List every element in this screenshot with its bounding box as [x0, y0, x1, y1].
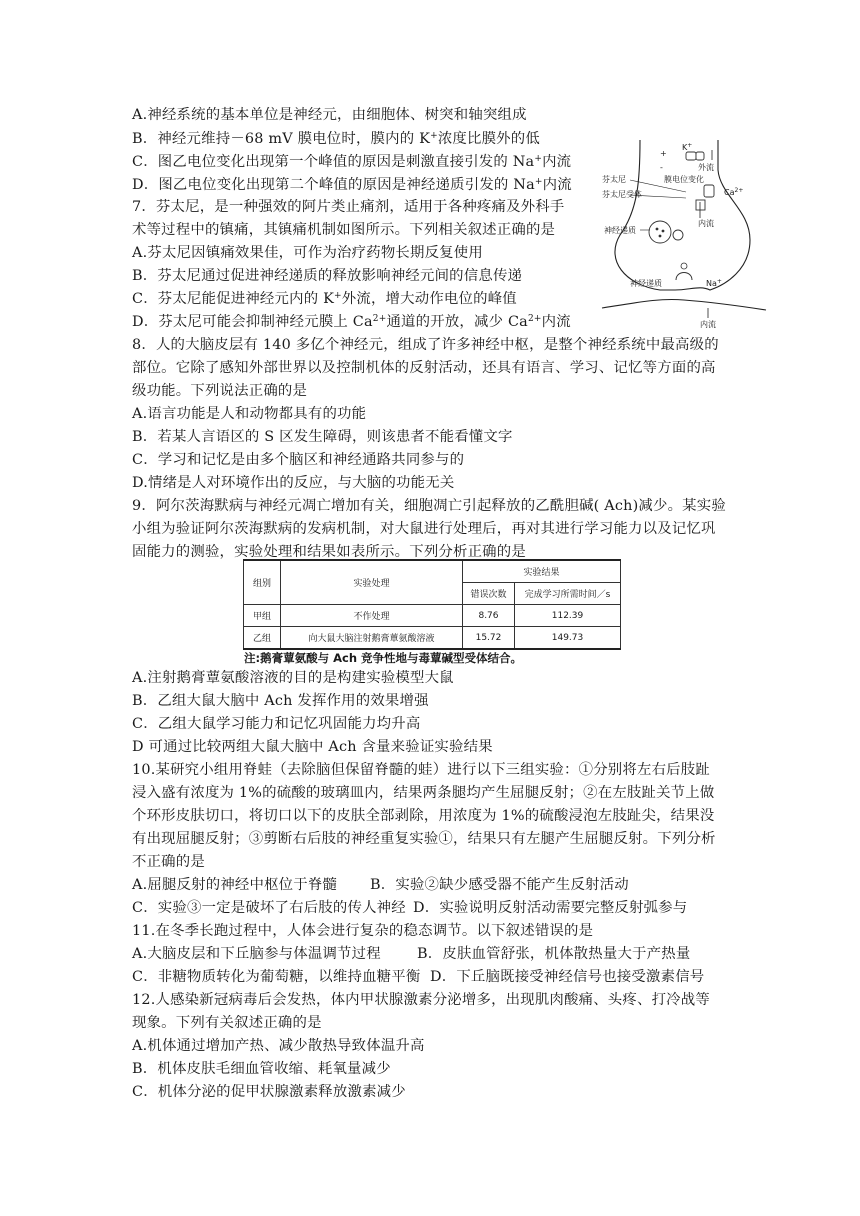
- fentanyl-mechanism-diagram: [600, 140, 768, 330]
- diagram-transmitter-label: 神经递质: [604, 226, 636, 235]
- table-note: 注:鹅膏蕈氨酸与 Ach 竞争性地与毒蕈碱型受体结合。: [244, 651, 523, 665]
- diagram-ca-label: $Ca^{2+}$: [724, 187, 744, 197]
- table-row: [244, 605, 621, 627]
- q6-option-a: A.神经系统的基本单位是神经元，由细胞体、树突和轴突组成: [132, 107, 527, 123]
- q9-option-d: D 可通过比较两组大鼠大脑中 Ach 含量来验证实验结果: [132, 739, 493, 755]
- q11-option-a: A.大脑皮层和下丘脑参与体温调节过程: [132, 946, 381, 962]
- q10-stem-3: 个环形皮肤切口，将切口以下的皮肤全部剥除，用浓度为 1%的硫酸浸泡左肢趾尖，结果没: [132, 808, 715, 824]
- q11-option-c: C．非糖物质转化为葡萄糖，以维持血糖平衡: [132, 969, 421, 985]
- table-cell-treatment: 向大鼠大脑注射鹅膏蕈氨酸溶液: [281, 627, 463, 650]
- q8-option-b: B．若某人言语区的 S 区发生障碍，则该患者不能看懂文字: [132, 429, 513, 445]
- q8-stem-2: 部位。它除了感知外部世界以及控制机体的反射活动，还具有语言、学习、记忆等方面的高: [132, 360, 716, 376]
- table-cell-treatment: 不作处理: [281, 605, 463, 627]
- table-cell-time: 149.73: [515, 627, 621, 650]
- table-header-time: 完成学习所需时间／s: [515, 583, 621, 605]
- q10-option-b: B．实验②缺少感受器不能产生反射活动: [370, 877, 629, 893]
- q6-option-c: C．图乙电位变化出现第一个峰值的原因是刺激直接引发的 Na+内流: [132, 154, 572, 170]
- q9-stem-3: 固能力的测验，实验处理和结果如表所示。下列分析正确的是: [132, 544, 526, 560]
- table-cell-group: 乙组: [244, 627, 281, 650]
- q9-option-c: C．乙组大鼠学习能力和记忆巩固能力均升高: [132, 716, 421, 732]
- diagram-fentanyl-label: 芬太尼: [602, 175, 626, 184]
- table-cell-time: 112.39: [515, 605, 621, 627]
- diagram-transmitter-cleft-label: 神经递质: [630, 279, 662, 288]
- table-header-treatment: 实验处理: [281, 560, 463, 605]
- diagram-k-label: K+: [682, 142, 693, 152]
- table-cell-errors: 15.72: [463, 627, 515, 650]
- q12-stem-2: 现象。下列有关叙述正确的是: [132, 1015, 322, 1031]
- q11-option-d: D．下丘脑既接受神经信号也接受激素信号: [430, 969, 705, 985]
- q7-option-a: A.芬太尼因镇痛效果佳，可作为治疗药物长期反复使用: [132, 245, 483, 261]
- q6-option-b: B．神经元维持－68 mV 膜电位时，膜内的 K+浓度比膜外的低: [132, 131, 540, 147]
- q11-option-b: B．皮肤血管舒张，机体散热量大于产热量: [417, 946, 691, 962]
- diagram-ca-in-label: 内流: [698, 219, 714, 228]
- q9-option-a: A.注射鹅膏蕈氨酸溶液的目的是构建实验模型大鼠: [132, 670, 454, 686]
- q7-option-d: D．芬太尼可能会抑制神经元膜上 $Ca^{2+}$通道的开放，减少 $Ca^{2+}$内流: [132, 314, 571, 330]
- q9-stem-1: 9．阿尔茨海默病与神经元凋亡增加有关，细胞凋亡引起释放的乙酰胆碱( Ach)减少。某实验: [132, 498, 726, 514]
- q10-option-a: A.屈腿反射的神经中枢位于脊髓: [132, 877, 338, 893]
- q7-stem-2: 术等过程中的镇痛，其镇痛机制如图所示。下列相关叙述正确的是: [132, 222, 556, 238]
- q6-option-d: D．图乙电位变化出现第二个峰值的原因是神经递质引发的 Na+内流: [132, 177, 572, 193]
- q9-option-b: B．乙组大鼠大脑中 Ach 发挥作用的效果增强: [132, 693, 429, 709]
- q10-option-c: C．实验③一定是破坏了右后肢的传人神经: [132, 900, 406, 916]
- q12-option-b: B．机体皮肤毛细血管收缩、耗氧量减少: [132, 1061, 391, 1077]
- q8-option-d: D.情绪是人对环境作出的反应，与大脑的功能无关: [132, 475, 455, 491]
- q8-stem-3: 级功能。下列说法正确的是: [132, 383, 308, 399]
- diagram-minus-sign: -: [660, 163, 663, 172]
- diagram-k-out-label: 外流: [698, 163, 714, 172]
- q8-stem-1: 8．人的大脑皮层有 140 多亿个神经元，组成了许多神经中枢，是整个神经系统中最高级的: [132, 337, 719, 353]
- q8-option-a: A.语言功能是人和动物都具有的功能: [132, 406, 367, 422]
- table-header-group: 组别: [244, 560, 281, 605]
- q12-option-c: C．机体分泌的促甲状腺激素释放激素减少: [132, 1084, 406, 1100]
- table-header-result: 实验结果: [463, 560, 621, 583]
- table-cell-group: 甲组: [244, 605, 281, 627]
- table-row: [244, 627, 621, 650]
- q7-stem-1: 7．芬太尼，是一种强效的阿片类止痛剂，适用于各种疼痛及外科手: [132, 199, 565, 215]
- diagram-plus-sign: +: [660, 149, 667, 158]
- q11-stem: 11.在冬季长跑过程中，人体会进行复杂的稳态调节。以下叙述错误的是: [132, 923, 594, 939]
- q12-stem-1: 12.人感染新冠病毒后会发热，体内甲状腺激素分泌增多，出现肌肉酸痛、头疼、打冷战等: [132, 992, 710, 1008]
- q10-stem-1: 10.某研究小组用脊蛙（去除脑但保留脊髓的蛙）进行以下三组实验：①分别将左右后肢趾: [132, 762, 710, 778]
- table-header-errors: 错误次数: [463, 583, 515, 605]
- q8-option-c: C．学习和记忆是由多个脑区和神经通路共同参与的: [132, 452, 465, 468]
- q9-stem-2: 小组为验证阿尔茨海默病的发病机制，对大鼠进行处理后，再对其进行学习能力以及记忆巩: [132, 521, 716, 537]
- q10-stem-5: 不正确的是: [132, 854, 205, 870]
- diagram-na-label: Na+: [706, 278, 722, 288]
- q7-option-b: B．芬太尼通过促进神经递质的释放影响神经元间的信息传递: [132, 268, 523, 284]
- q10-option-d: D．实验说明反射活动需要完整反射弧参与: [413, 900, 688, 916]
- experiment-table: [243, 559, 621, 650]
- q10-stem-2: 浸入盛有浓度为 1%的硫酸的玻璃皿内，结果两条腿均产生屈腿反射；②在左肢趾关节上做: [132, 785, 715, 801]
- q12-option-a: A.机体通过增加产热、减少散热导致体温升高: [132, 1038, 425, 1054]
- diagram-na-in-label: 内流: [700, 320, 716, 329]
- table-cell-errors: 8.76: [463, 605, 515, 627]
- diagram-fentanyl-receptor-label: 芬太尼受体: [602, 190, 642, 199]
- q10-stem-4: 有出现屈腿反射；③剪断右后肢的神经重复实验①，结果只有左腿产生屈腿反射。下列分析: [132, 831, 716, 847]
- diagram-membrane-change-label: 膜电位变化: [664, 175, 704, 184]
- q7-option-c: C．芬太尼能促进神经元内的 K+外流，增大动作电位的峰值: [132, 291, 517, 307]
